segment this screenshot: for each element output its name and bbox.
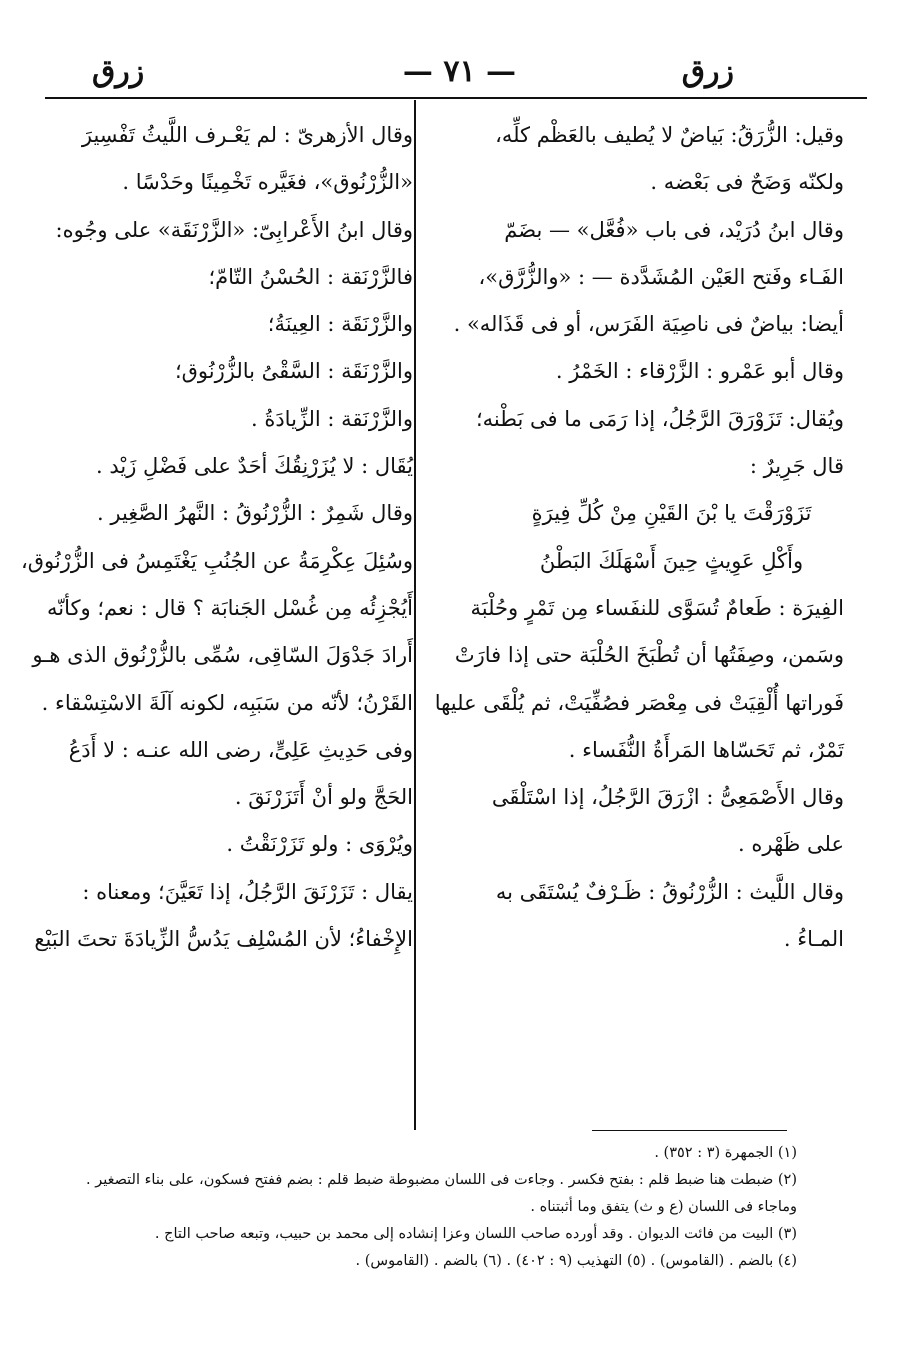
text-line: تَمْرٌ، ثم تَحَسّاها المَرأَةُ النُّفَساء . — [568, 737, 844, 762]
text-line: وقال أبو عَمْرو : الزَّرْقاء : الخَمْرُ . — [555, 359, 844, 384]
text-line: وقال الأَصْمَعِىُّ : ازْرَقَ الرَّجُلُ، إذا اسْتَلْقَى — [491, 785, 844, 810]
text-line: أَرادَ جَدْوَلَ السّاقِى، سُمِّى بالزُّرْنُوق الذى هـو — [32, 643, 413, 668]
text-line: قال جَرِيرٌ : — [749, 454, 844, 479]
text-line: والزَّرْنَقَة : السَّقْىُ بالزُّرْنُوق؛ — [174, 359, 413, 384]
header-root-word-left: زرق — [92, 54, 145, 89]
text-line: فالزَّرْنَقة : الحُسْنُ التّامّ؛ — [208, 264, 413, 289]
left-column — [20, 112, 413, 963]
text-line: القَرْنُ؛ لأنّه من سَبَبِه، لكونه آلَةَ الاسْتِسْقاء . — [41, 690, 413, 715]
footnote: (٤) بالضم . (القاموس) . (٥) التهذيب (٩ : ٤٠٢) . (٦) بالضم . (القاموس) . — [355, 1253, 797, 1269]
verse-line: تَزَوْرَقْتَ يا بْنَ القَيْنِ مِنْ كُلِّ فِيرَةٍ — [531, 501, 812, 526]
footnote: (٣) البيت من فائت الديوان . وقد أورده صاحب اللسان وعزا إنشاده إلى محمد بن حبيب، وتبعه صاحب التاج . — [154, 1226, 797, 1242]
footnote: (٢) ضبطت هنا ضبط قلم : بفتح فكسر . وجاءت فى اللسان مضبوطة ضبط قلم : بضم ففتح فسكون، على بناء التصغير . — [86, 1172, 797, 1188]
text-line: يقال : تَزَرْنَقَ الرَّجُلُ، إذا تَعَيَّنَ؛ ومعناه : — [82, 879, 413, 904]
text-line: المـاءُ . — [783, 927, 844, 952]
text-line: والزَّرْنَقة : الزِّيادَةُ . — [250, 406, 413, 431]
footnote: وماجاء فى اللسان (ع و ث) يتفق وما أثبتناه . — [530, 1199, 797, 1215]
footnote-rule — [592, 1130, 787, 1131]
text-line: أيضا: بياضٌ فى ناصِيَة الفَرَس، أو فى قَذَاله» . — [453, 312, 844, 337]
text-line: الحَجَّ ولو أنْ أَتَزَرْنَقَ . — [234, 785, 413, 810]
text-line: يُقَال : لا يُزَرْنِقُكَ أحَدٌ على فَضْلِ زَيْد . — [96, 454, 413, 479]
text-line: والزَّرْنَقَة : العِينَةُ؛ — [267, 312, 413, 337]
right-column — [434, 112, 844, 963]
header-rule — [45, 97, 867, 99]
text-line: ويُرْوَى : ولو تَزَرْنَقْتُ . — [226, 832, 413, 857]
text-line: وقال ابنُ دُرَيْد، فى باب «فُعَّل» — بضَمّ — [504, 217, 844, 242]
text-line: الإِخْفاءُ؛ لأن المُسْلِف يَدُسُّ الزِّيادَةَ تحتَ البَيْع — [34, 927, 413, 952]
text-line: الفَـاء وفَتح العَيْن المُشَدَّدة — : «والزُّرَّق»، — [478, 264, 844, 289]
footnotes — [45, 1140, 797, 1275]
text-line: على ظَهْره . — [738, 832, 844, 857]
text-line: أَيُجْزِئُه مِن غُسْل الجَنابَة ؟ قال : نعم؛ وكأنّه — [47, 595, 413, 620]
column-divider — [414, 100, 416, 1130]
text-line: ولكنّه وَضَحٌ فى بَعْضه . — [650, 170, 844, 195]
text-line: وقال شَمِرٌ : الزُّرْنُوقُ : النَّهرُ الصَّغِير . — [97, 501, 413, 526]
text-line: وفى حَدِيثِ عَلِىٍّ، رضى الله عنـه : لا أَدَعُ — [68, 737, 413, 762]
header-root-word-right: زرق — [681, 54, 734, 89]
page-number: — ٧١ — — [402, 54, 517, 89]
text-line: وقال اللَّيث : الزُّرْنُوقُ : ظَـرْفٌ يُسْتَقَى به — [495, 879, 844, 904]
text-line: وسَمن، وصِفَتُها أن تُطْبَخَ الحُلْبَة حتى إذا فارَتْ — [454, 643, 844, 668]
text-line: وسُئِلَ عِكْرِمَةُ عن الجُنُبِ يَغْتَمِسُ فى الزُّرْنُوق، — [20, 548, 413, 573]
text-line: وقال ابنُ الأَعْرابِىّ: «الزَّرْنَقَة» على وجُوه: — [55, 217, 413, 242]
text-line: فَوراتها أُلْقِيَتْ فى مِعْصَر فصُفِّيَتْ، ثم يُلْقَى عليها — [434, 690, 844, 715]
text-line: «الزُّرْنُوق»، فغَيَّره تَخْمِينًا وحَدْسًا . — [122, 170, 413, 195]
text-line: ويُقال: تَزَوْرَقَ الرَّجُلُ، إذا رَمَى ما فى بَطْنه؛ — [475, 406, 844, 431]
verse-line: وأَكْلِ عَوِيثٍ حِينَ أَسْهَلَكَ البَطْنُ — [539, 548, 804, 573]
text-line: وقال الأزهرىّ : لم يَعْـرف اللَّيثُ تَفْسِيرَ — [81, 123, 413, 147]
footnote: (١) الجمهرة (٣ : ٣٥٢) . — [654, 1145, 797, 1161]
text-line: الفِيرَة : طَعامٌ تُسَوَّى للنفَساء مِن تَمْرٍ وحُلْبَة — [470, 595, 844, 620]
text-line: وقيل: الزُّرَقُ: بَياضٌ لا يُطيف بالعَظْم كلِّه، — [495, 123, 844, 147]
